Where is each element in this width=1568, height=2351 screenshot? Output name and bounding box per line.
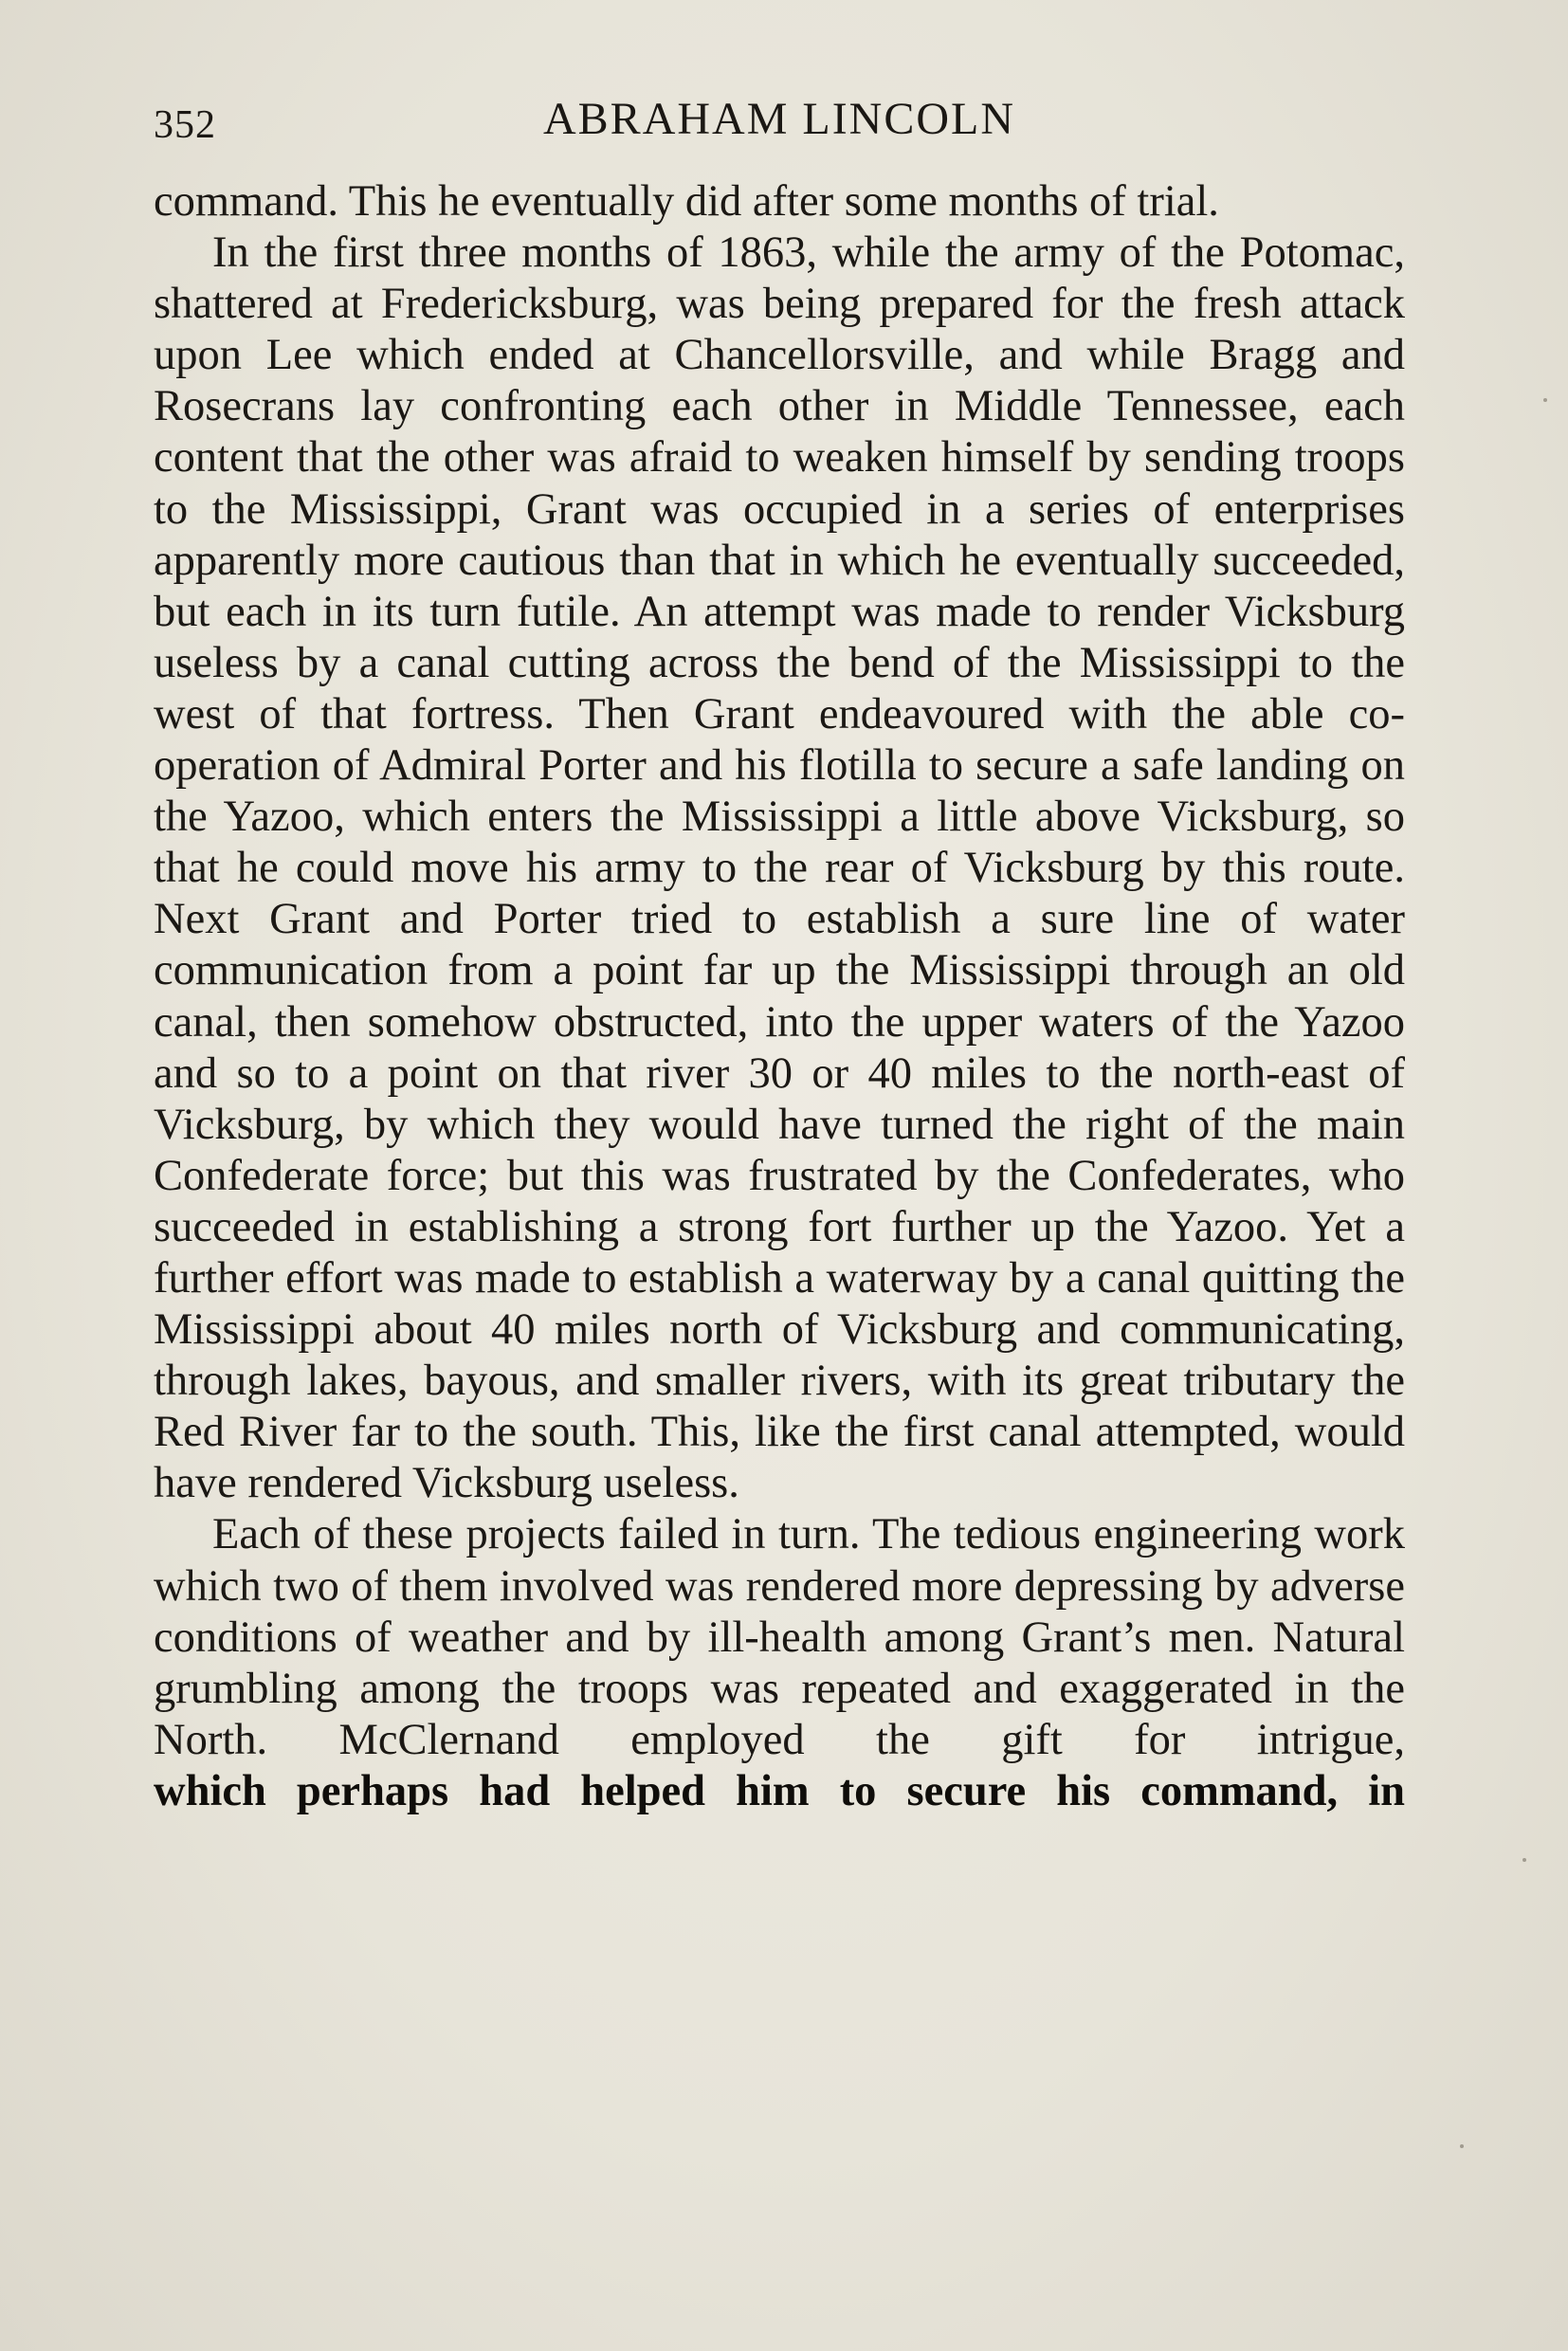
paper-speck bbox=[1543, 398, 1547, 402]
paragraph: In the first three months of 1863, while the army of the Potomac, shattered at Fredericksburg, was being prepared for the fresh attack upon Lee which ended at Chancellorsville, and while Bragg and Rosecrans lay confronting each other in Middle Tennessee, each content that the other was afraid to weaken himself by sending troops to the Mississippi, Grant was occupied in a series of enterprises apparently more cautious than that in which he eventually succeeded, but each in its turn futile. An attempt was made to render Vicksburg useless by a canal cutting across the bend of the Mississippi to the west of that fortress. Then Grant endeavoured with the able co-operation of Admiral Porter and his flotilla to secure a safe landing on the Yazoo, which enters the Mississippi a little above Vicksburg, so that he could move his army to the rear of Vicksburg by this route. Next Grant and Porter tried to establish a sure line of water communication from a point far up the Mississippi through an old canal, then somehow obstructed, into the upper waters of the Yazoo and so to a point on that river 30 or 40 miles to the north-east of Vicksburg, by which they would have turned the right of the main Confederate force; but this was frustrated by the Confederates, who succeeded in establishing a strong fort further up the Yazoo. Yet a further effort was made to establish a waterway by a canal quitting the Mississippi about 40 miles north of Vicksburg and communicating, through lakes, bayous, and smaller rivers, with its great tributary the Red River far to the south. This, like the first canal attempted, would have rendered Vicksburg useless. bbox=[154, 228, 1405, 1508]
body-text bbox=[154, 176, 1405, 1817]
page-number: 352 bbox=[154, 103, 216, 147]
page-header bbox=[154, 87, 1405, 154]
paragraph-last-line: which perhaps had helped him to secure his command, in bbox=[154, 1766, 1405, 1815]
paper-speck bbox=[1460, 2144, 1464, 2148]
paragraph: command. This he eventually did after some months of trial. bbox=[154, 177, 1219, 226]
paragraph: Each of these projects failed in turn. The tedious engineering work which two of them involved was rendered more depressing by adverse conditions of weather and by ill-health among Grant’s men. Natural grumbling among the troops was repeated and exaggerated in the North. McClernand employed the gift for intrigue, bbox=[154, 1510, 1405, 1764]
paper-speck bbox=[1522, 1858, 1526, 1862]
running-head: ABRAHAM LINCOLN bbox=[543, 94, 1015, 144]
